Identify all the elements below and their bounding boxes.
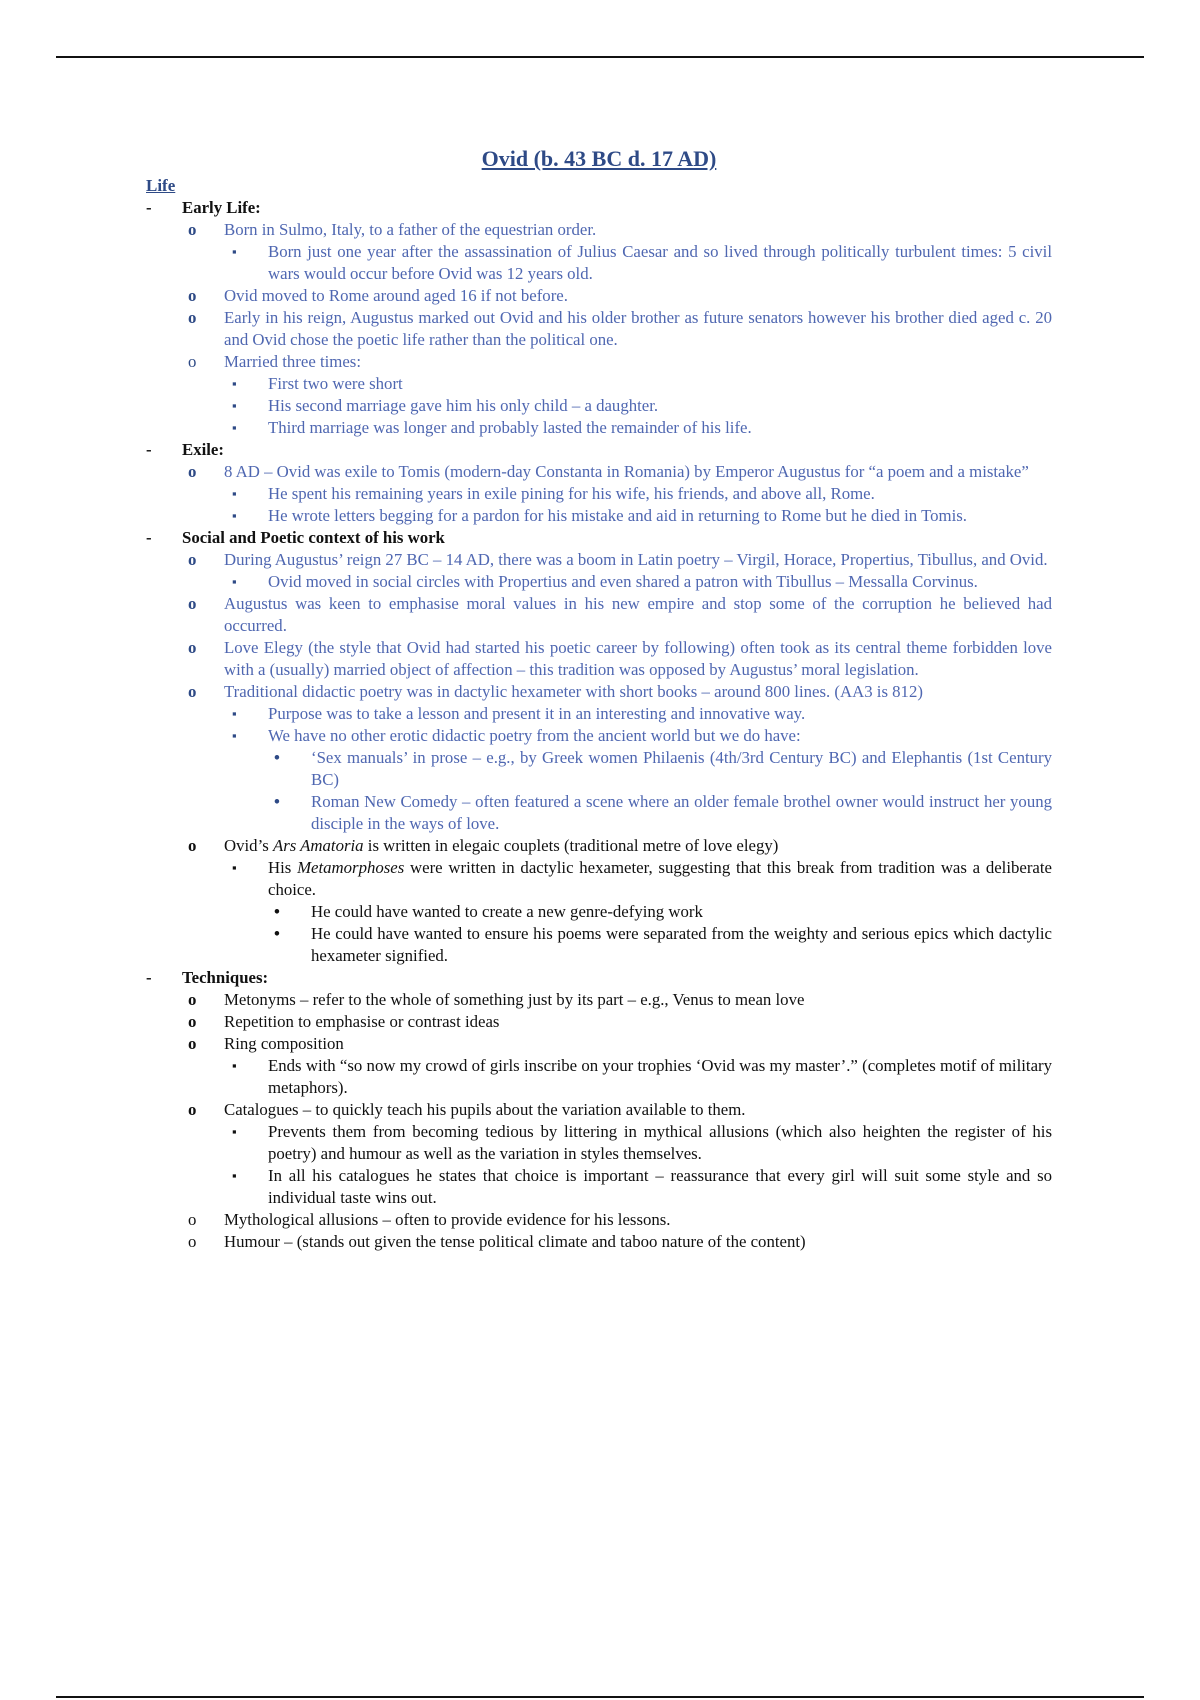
bullet-square-icon: ▪ <box>232 860 237 875</box>
bullet-dot-icon: • <box>274 902 280 921</box>
bullet-circle-icon: o <box>188 594 197 613</box>
bullet-square-icon: ▪ <box>232 1168 237 1183</box>
bullet-square-icon: ▪ <box>232 706 237 721</box>
life-heading: Life <box>146 176 176 195</box>
bullet-square-icon: ▪ <box>232 244 237 259</box>
list-item: o Catalogues – to quickly teach his pupils about the variation available to them. <box>188 1100 746 1119</box>
list-item: o Born in Sulmo, Italy, to a father of the equestrian order. <box>188 220 597 239</box>
list-item: o Metonyms – refer to the whole of something just by its part – e.g., Venus to mean love <box>188 990 805 1009</box>
bullet-circle-icon: o <box>188 1100 197 1119</box>
bottom-rule <box>56 1696 1144 1698</box>
bullet-circle-icon: o <box>188 462 197 481</box>
list-item: o Augustus was keen to emphasise moral values in his new empire and stop some of the corruption he believed had occurred. <box>188 594 1052 635</box>
bullet-square-icon: ▪ <box>232 574 237 589</box>
bullet-circle-icon: o <box>188 220 197 239</box>
list-item: ▪ Third marriage was longer and probably lasted the remainder of his life. <box>232 418 752 437</box>
section-heading-techniques: - Techniques: <box>146 967 1052 989</box>
list-item: ▪ He wrote letters begging for a pardon for his mistake and aid in returning to Rome but he died in Tomis. <box>232 506 967 525</box>
bullet-circle-icon: o <box>188 308 197 327</box>
bullet-square-icon: ▪ <box>232 376 237 391</box>
bullet-square-icon: ▪ <box>232 420 237 435</box>
bullet-square-icon: ▪ <box>232 1058 237 1073</box>
list-item: ▪ His Metamorphoses were written in dactylic hexameter, suggesting that this break from tradition was a deliberate choice. <box>232 858 1052 899</box>
bullet-circle-icon: o <box>188 352 197 371</box>
list-item: ▪ First two were short <box>232 374 403 393</box>
list-item: ▪ We have no other erotic didactic poetry from the ancient world but we do have: <box>232 726 801 745</box>
list-item: o Married three times: <box>188 352 361 371</box>
list-item: o Ring composition <box>188 1034 344 1053</box>
list-item: ▪ He spent his remaining years in exile pining for his wife, his friends, and above all, Rome. <box>232 484 875 503</box>
list-item: • He could have wanted to ensure his poems were separated from the weighty and serious epics which dactylic hexameter signified. <box>274 924 1052 965</box>
top-rule <box>56 56 1144 58</box>
bullet-square-icon: ▪ <box>232 728 237 743</box>
list-item: ▪ His second marriage gave him his only child – a daughter. <box>232 396 659 415</box>
list-item: o 8 AD – Ovid was exile to Tomis (modern-day Constanta in Romania) by Emperor Augustus for “a poem and a mistake” <box>188 462 1029 481</box>
section-heading-early-life: - Early Life: <box>146 197 1052 219</box>
list-item: o Early in his reign, Augustus marked out Ovid and his older brother as future senators however his brother died aged c. 20 and Ovid chose the poetic life rather than the political one. <box>188 308 1052 349</box>
bullet-circle-icon: o <box>188 836 197 855</box>
bullet-square-icon: ▪ <box>232 508 237 523</box>
bullet-square-icon: ▪ <box>232 1124 237 1139</box>
list-item: ▪ Prevents them from becoming tedious by littering in mythical allusions (which also heighten the register of his poetry) and humour as well as the variation in styles themselves. <box>232 1122 1052 1163</box>
list-item: o Mythological allusions – often to provide evidence for his lessons. <box>188 1210 671 1229</box>
list-item: • ‘Sex manuals’ in prose – e.g., by Greek women Philaenis (4th/3rd Century BC) and Elephantis (1st Century BC) <box>274 748 1052 789</box>
bullet-circle-icon: o <box>188 1210 197 1229</box>
list-item: ▪ Born just one year after the assassination of Julius Caesar and so lived through politically turbulent times: 5 civil wars would occur before Ovid was 12 years old. <box>232 242 1052 283</box>
list-item: • He could have wanted to create a new genre-defying work <box>274 902 703 921</box>
bullet-circle-icon: o <box>188 1012 197 1031</box>
page-title: Ovid (b. 43 BC d. 17 AD) <box>481 146 717 171</box>
bullet-square-icon: ▪ <box>232 398 237 413</box>
bullet-circle-icon: o <box>188 990 197 1009</box>
bullet-circle-icon: o <box>188 1034 197 1053</box>
list-item: o Repetition to emphasise or contrast ideas <box>188 1012 500 1031</box>
document-body <box>146 145 1052 1253</box>
bullet-circle-icon: o <box>188 1232 197 1251</box>
list-item: o Humour – (stands out given the tense political climate and taboo nature of the content) <box>188 1232 806 1251</box>
bullet-dot-icon: • <box>274 924 280 943</box>
bullet-dot-icon: • <box>274 792 280 811</box>
bullet-circle-icon: o <box>188 638 197 657</box>
bullet-square-icon: ▪ <box>232 486 237 501</box>
list-item: o Traditional didactic poetry was in dactylic hexameter with short books – around 800 lines. (AA3 is 812) <box>188 682 923 701</box>
section-heading-exile: - Exile: <box>146 439 1052 461</box>
list-item: ▪ Purpose was to take a lesson and present it in an interesting and innovative way. <box>232 704 806 723</box>
list-item: ▪ Ends with “so now my crowd of girls inscribe on your trophies ‘Ovid was my master’.” (completes motif of military metaphors). <box>232 1056 1052 1097</box>
bullet-circle-icon: o <box>188 682 197 701</box>
bullet-circle-icon: o <box>188 286 197 305</box>
bullet-dot-icon: • <box>274 748 280 767</box>
list-item: o During Augustus’ reign 27 BC – 14 AD, there was a boom in Latin poetry – Virgil, Horace, Propertius, Tibullus, and Ovid. <box>188 550 1048 569</box>
list-item: • Roman New Comedy – often featured a scene where an older female brothel owner would instruct her young disciple in the ways of love. <box>274 792 1052 833</box>
list-item: ▪ Ovid moved in social circles with Propertius and even shared a patron with Tibullus – Messalla Corvinus. <box>232 572 978 591</box>
list-item: o Love Elegy (the style that Ovid had started his poetic career by following) often took as its central theme forbidden love with a (usually) married object of affection – this tradition was opposed by Augustus’ moral legislation. <box>188 638 1052 679</box>
bullet-circle-icon: o <box>188 550 197 569</box>
section-heading-context: - Social and Poetic context of his work <box>146 527 1052 549</box>
list-item: o Ovid moved to Rome around aged 16 if not before. <box>188 286 568 305</box>
list-item: ▪ In all his catalogues he states that choice is important – reassurance that every girl will suit some style and so individual taste wins out. <box>232 1166 1052 1207</box>
list-item: o Ovid’s Ars Amatoria is written in elegaic couplets (traditional metre of love elegy) <box>188 836 779 855</box>
